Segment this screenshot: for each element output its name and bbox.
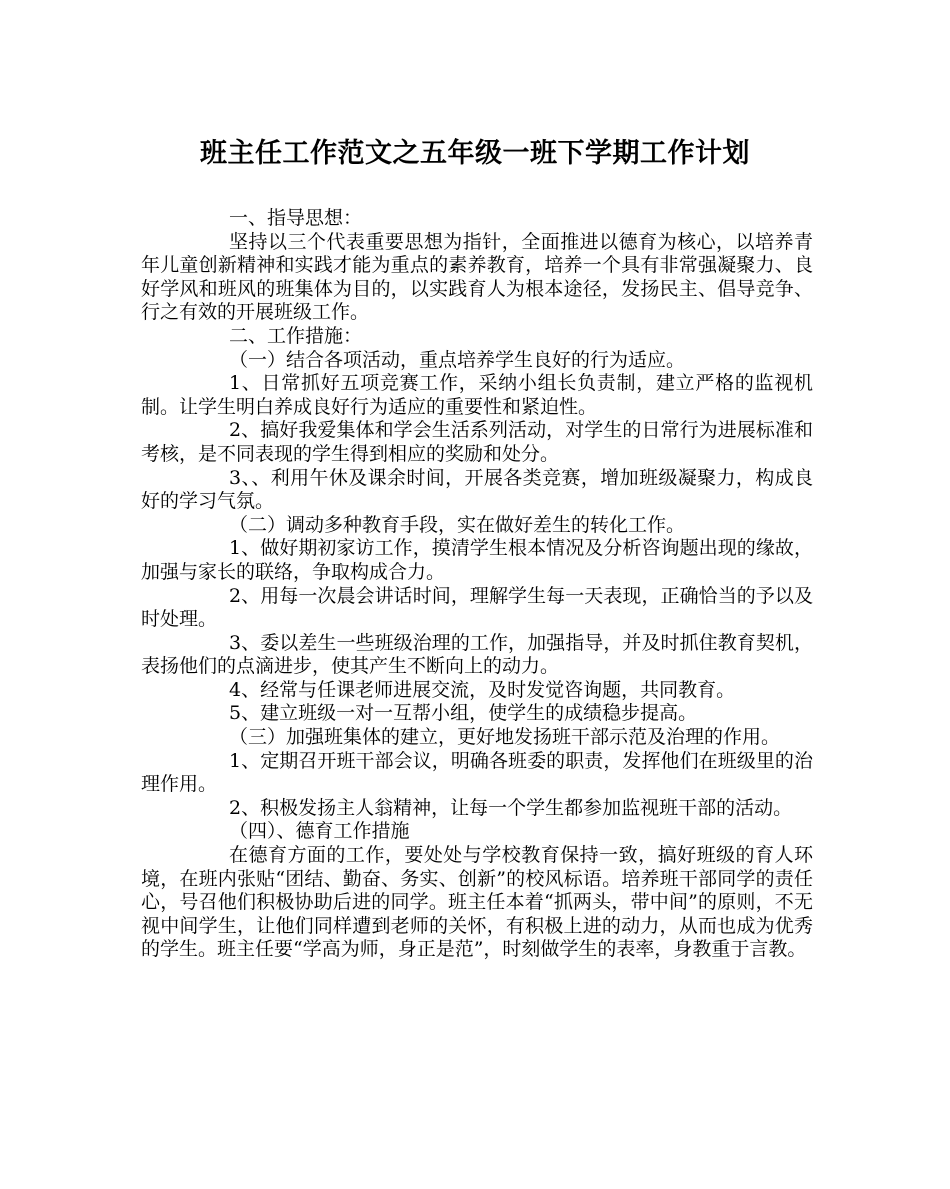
- list-item: 2、积极发扬主人翁精神，让每一个学生都参加监视班干部的活动。: [229, 796, 793, 819]
- document-title: 班主任工作范文之五年级一班下学期工作计划: [200, 138, 750, 169]
- subsection-heading-3: （三）加强班集体的建立，更好地发扬班干部示范及治理的作用。: [229, 726, 781, 749]
- section-heading-guiding-ideology: 一、指导思想：: [229, 207, 363, 229]
- list-item: 5、建立班级一对一互帮小组，使学生的成绩稳步提高。: [229, 702, 698, 725]
- list-item: 3、委以差生一些班级治理的工作，加强指导，并及时抓住教育契机，表扬他们的点滴进步，使其产生不断向上的动力。: [141, 631, 813, 678]
- list-item: 4、经常与任课老师进展交流，及时发觉咨询题，共同教育。: [229, 678, 736, 701]
- list-item: 1、做好期初家访工作，摸清学生根本情况及分析咨询题出现的缘故，加强与家长的联络，争取构成合力。: [141, 537, 813, 583]
- list-item: 2、搞好我爱集体和学会生活系列活动，对学生的日常行为进展标准和考核，是不同表现的学生得到相应的奖励和处分。: [141, 419, 813, 465]
- list-item: 1、定期召开班干部会议，明确各班委的职责，发挥他们在班级里的治理作用。: [141, 749, 813, 796]
- list-item: 2、用每一次晨会讲话时间，理解学生每一天表现，正确恰当的予以及时处理。: [141, 584, 813, 631]
- paragraph-moral-education: 在德育方面的工作，要处处与学校教育保持一致，搞好班级的育人环境，在班内张贴“团结、勤奋、务实、创新”的校风标语。培养班干部同学的责任心，号召他们积极协助后进的同学。班主任本着“抓两头，带中间”的原则，不无视中间学生，让他们同样遭到老师的关怀，有积极上进的动力，从而也成为优秀的学生。班主任要“学高为师，身正是范”，时刻做学生的表率，身教重于言教。: [141, 844, 813, 961]
- list-item: 1、日常抓好五项竞赛工作，采纳小组长负责制，建立严格的监视机制。让学生明白养成良好行为适应的重要性和紧迫性。: [141, 372, 813, 418]
- subsection-heading-2: （二）调动多种教育手段，实在做好差生的转化工作。: [229, 513, 686, 536]
- list-item: 3、、利用午休及课余时间，开展各类竞赛，增加班级凝聚力，构成良好的学习气氛。: [141, 466, 813, 513]
- paragraph-guiding-ideology: 坚持以三个代表重要思想为指针，全面推进以德育为核心，以培养青年儿童创新精神和实践才能为重点的素养教育，培养一个具有非常强凝聚力、良好学风和班风的班集体为目的，以实践育人为根本途径，发扬民主、倡导竞争、行之有效的开展班级工作。: [141, 230, 813, 324]
- subsection-heading-1: （一）结合各项活动，重点培养学生良好的行为适应。: [229, 348, 686, 371]
- subsection-heading-4: （四）、德育工作措施: [229, 820, 410, 843]
- document-body: [141, 207, 813, 962]
- section-heading-work-measures: 二、工作措施：: [229, 324, 363, 347]
